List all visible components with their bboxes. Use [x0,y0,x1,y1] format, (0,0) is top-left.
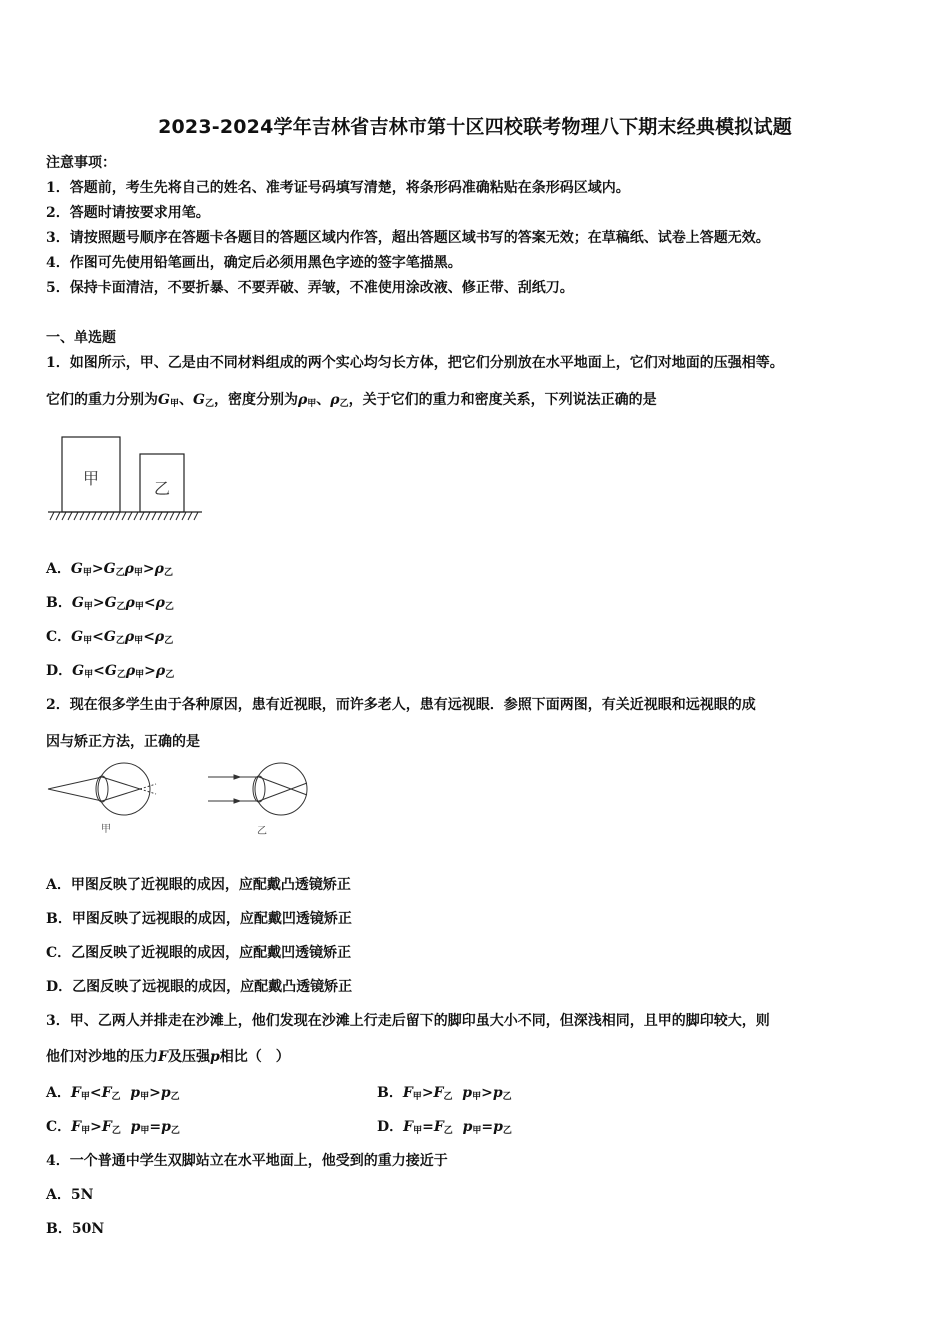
q1-sub: 乙 [163,568,173,578]
q3-var: p [209,1049,220,1065]
q1-sub: 甲 [83,602,93,612]
q1-sub: 乙 [164,636,174,646]
q3-var: p [130,1085,141,1101]
q3-var: p [492,1085,503,1101]
q4-option-b[interactable]: B．50N [46,1221,105,1237]
q2-option-d[interactable]: D．乙图反映了远视眼的成因，应配戴凸透镜矫正 [46,979,353,995]
q1-var: G [71,595,84,611]
option-letter: A． [46,561,71,577]
eye-label-yi: 乙 [257,826,267,837]
q1-var: G [104,663,117,679]
q1-var: G [72,663,85,679]
q3-text: 相比（ ） [219,1049,290,1065]
q3-var: F [101,1085,112,1101]
q1-var: ρ [154,561,164,577]
notice-item: 4．作图可先使用铅笔画出，确定后必须用黑色字迹的签字笔描黑。 [46,255,462,271]
q1-text: 、 [178,392,193,408]
q1-var: G [70,561,83,577]
q1-rel: > [142,561,155,577]
q1-text: 、 [316,392,331,408]
q3-var: p [130,1119,141,1135]
q3-sub: 甲 [472,1092,482,1102]
q1-var: ρ [297,392,308,408]
q1-sub: 甲 [133,568,143,578]
q1-option-b[interactable] [46,592,174,612]
q3-sub: 乙 [443,1126,453,1136]
q3-sub: 乙 [170,1092,180,1102]
q3-var: p [160,1085,171,1101]
q3-sub: 乙 [111,1092,121,1102]
q1-sub: 甲 [84,670,94,680]
q1-rel: > [91,561,104,577]
q1-sub: 甲 [135,670,145,680]
q1-blocks-figure [44,432,208,524]
q1-sub: 乙 [116,602,126,612]
q3-var: p [462,1085,473,1101]
option-letter: D． [377,1119,404,1135]
q3-var: F [433,1085,444,1101]
notice-heading: 注意事项： [46,155,116,171]
q3-sub: 甲 [80,1092,90,1102]
q2-option-a[interactable]: A．甲图反映了近视眼的成因，应配戴凸透镜矫正 [46,877,351,893]
q3-var: F [71,1119,82,1135]
q1-var: ρ [155,595,165,611]
q4-stem: 4．一个普通中学生双脚站立在水平地面上，他受到的重力接近于 [46,1153,448,1169]
notice-item: 5．保持卡面清洁，不要折暴、不要弄破、弄皱，不准使用涂改液、修正带、刮纸刀。 [46,280,574,296]
q3-rel: > [90,1119,102,1135]
q1-text: ，关于它们的重力和密度关系，下列说法正确的是 [348,392,657,408]
q1-rel: < [143,595,156,611]
q3-text: 他们对沙地的压力 [46,1049,158,1065]
q1-var: G [103,561,116,577]
q1-rel: < [93,663,105,679]
option-letter: B． [46,595,72,611]
q1-sub: 乙 [164,602,174,612]
q3-var: F [433,1119,444,1135]
page-title: 2023-2024学年吉林省吉林市第十区四校联考物理八下期末经典模拟试题 [158,116,792,138]
option-letter: A． [46,1085,71,1101]
option-letter: D． [46,663,73,679]
q3-sub: 乙 [111,1126,121,1136]
q3-stem-line1: 3．甲、乙两人并排走在沙滩上，他们发现在沙滩上行走后留下的脚印虽大小不同，但深浅相同，且甲的脚印较大，则 [46,1013,770,1029]
q1-sub: 乙 [115,568,125,578]
q3-var: F [403,1119,414,1135]
q1-rel: < [143,629,155,645]
q3-rel: > [149,1085,161,1101]
q1-sub: 甲 [134,636,144,646]
q3-sub: 乙 [502,1092,512,1102]
q1-option-c[interactable] [46,626,173,646]
q3-rel: > [481,1085,493,1101]
q3-stem-line2 [46,1046,290,1066]
q3-sub: 乙 [502,1126,512,1136]
q1-sub: 乙 [339,399,349,409]
q3-var: p [161,1119,171,1135]
q3-sub: 甲 [412,1092,422,1102]
option-letter: C． [46,1119,72,1135]
q1-sub: 甲 [169,399,179,409]
q1-sub: 乙 [115,636,125,646]
q3-option-a[interactable] [46,1082,180,1102]
q1-sub: 乙 [165,670,175,680]
q3-var: F [70,1085,81,1101]
q1-var: G [158,392,170,408]
q1-text: ，密度分别为 [213,392,298,408]
q3-sub: 乙 [443,1092,453,1102]
q1-rel: > [144,663,156,679]
q1-option-d[interactable] [46,660,174,680]
q1-option-a[interactable] [46,558,173,578]
q3-text: 及压强 [167,1049,210,1065]
q1-var: ρ [154,629,165,645]
notice-item: 1．答题前，考生先将自己的姓名、准考证号码填写清楚，将条形码准确粘贴在条形码区域内。 [46,180,630,196]
q3-sub: 甲 [81,1126,91,1136]
eye-yi [208,763,307,815]
option-letter: C． [46,629,72,645]
q1-stem-line2 [46,389,657,409]
q1-var: G [103,629,116,645]
q1-sub: 乙 [204,399,214,409]
q1-sub: 甲 [134,602,144,612]
q3-rel: > [421,1085,434,1101]
q3-sub: 甲 [140,1092,150,1102]
q4-option-a[interactable]: A．5N [46,1187,94,1203]
q2-eyes-figure [44,760,316,840]
q3-option-d[interactable] [377,1116,512,1136]
q1-sub: 乙 [116,670,126,680]
section-heading: 一、单选题 [46,330,116,346]
q3-option-b[interactable] [377,1082,512,1102]
q3-var: p [462,1119,473,1135]
q3-rel: = [149,1119,162,1135]
q1-text: 它们的重力分别为 [46,392,158,408]
label-yi: 乙 [153,479,171,498]
q3-var: F [101,1119,112,1135]
q3-sub: 甲 [140,1126,150,1136]
q3-sub: 甲 [472,1126,482,1136]
label-jia: 甲 [82,469,100,488]
q1-var: G [192,392,205,408]
q3-rel: < [89,1085,102,1101]
q3-sub: 乙 [170,1126,180,1136]
q3-option-c[interactable] [46,1116,180,1136]
q3-var: F [158,1049,168,1065]
q1-var: ρ [125,595,135,611]
q2-option-c[interactable]: C．乙图反映了近视眼的成因，应配戴凹透镜矫正 [46,945,352,961]
q1-rel: > [92,595,105,611]
notice-item: 3．请按照题号顺序在答题卡各题目的答题区域内作答，超出答题区域书写的答案无效；在草稿纸、试卷上答题无效。 [46,230,770,246]
q3-var: F [402,1085,413,1101]
q1-sub: 甲 [82,568,92,578]
q3-rel: = [481,1119,494,1135]
q3-sub: 甲 [413,1126,423,1136]
q1-var: G [104,595,117,611]
q1-stem-line1: 1．如图所示，甲、乙是由不同材料组成的两个实心均匀长方体，把它们分别放在水平地面上，它们对地面的压强相等。 [46,355,784,371]
q1-var: ρ [155,663,166,679]
notice-item: 2．答题时请按要求用笔。 [46,205,210,221]
eye-label-jia: 甲 [101,824,111,835]
q1-var: ρ [124,629,135,645]
q2-stem-line2: 因与矫正方法，正确的是 [46,734,200,750]
q1-var: ρ [125,663,136,679]
q1-var: G [71,629,84,645]
q1-var: ρ [124,561,134,577]
q3-var: p [493,1119,503,1135]
q1-sub: 甲 [307,399,317,409]
option-letter: B． [377,1085,403,1101]
q2-stem-line1: 2．现在很多学生由于各种原因，患有近视眼，而许多老人，患有远视眼．参照下面两图，有关近视眼和远视眼的成 [46,697,756,713]
q1-rel: < [92,629,104,645]
q3-rel: = [422,1119,434,1135]
ground-hatch [50,512,198,520]
eye-jia [48,763,156,815]
q1-sub: 甲 [83,636,93,646]
q1-var: ρ [330,392,340,408]
q2-option-b[interactable]: B．甲图反映了远视眼的成因，应配戴凹透镜矫正 [46,911,352,927]
